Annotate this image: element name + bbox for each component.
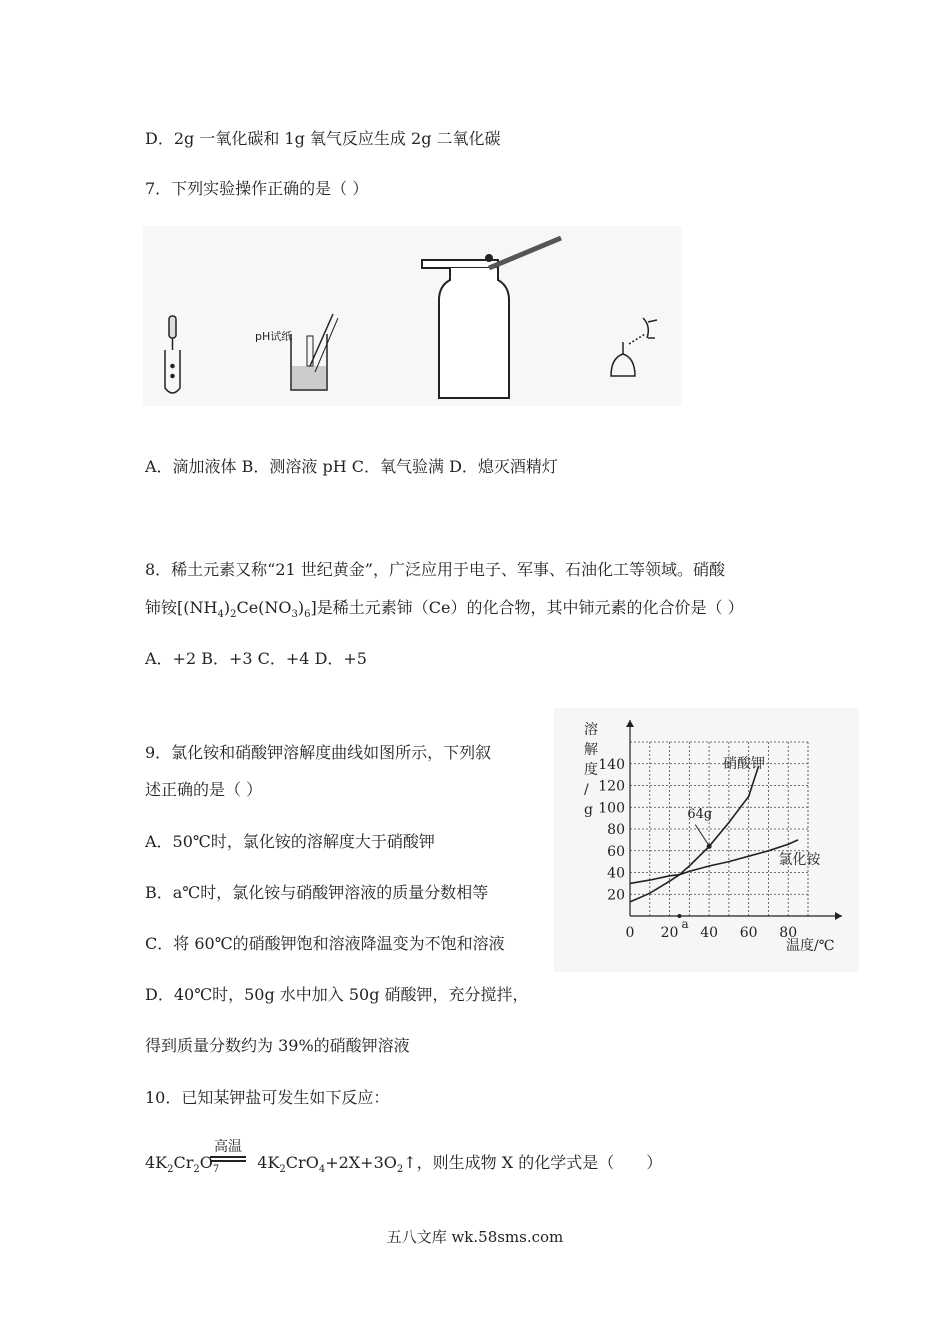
q10-equation-tail: ↑，则生成物 X 的化学式是（ ） (403, 1153, 663, 1172)
annotation-64g: 64g (687, 807, 713, 823)
q8-formula-sub: 2 (230, 609, 237, 621)
y-tick-label: 120 (598, 778, 625, 795)
q8-formula-sub: 6 (304, 609, 311, 621)
q7-figure-bg (143, 226, 682, 406)
solubility-chart (554, 708, 859, 972)
q8-formula-part: 铈铵[(NH (145, 598, 218, 617)
y-tick-label: 40 (607, 865, 625, 882)
q7-stem: 7．下列实验操作正确的是（ ） (145, 179, 369, 198)
series-label-nh4cl: 氯化铵 (778, 851, 821, 868)
q9-stem-line1: 9．氯化铵和硝酸钾溶解度曲线如图所示，下列叙 (145, 743, 492, 762)
y-tick-label: 80 (607, 822, 625, 838)
x-tick-label: 0 (625, 925, 635, 941)
q10-reaction-condition: 高温 (214, 1139, 242, 1155)
chart-ylabel: 溶解度/ g (584, 722, 598, 818)
y-tick-label: 100 (598, 800, 625, 817)
x-tick-label: 40 (700, 925, 719, 941)
x-tick-label: 80 (779, 925, 798, 941)
point-64g (707, 844, 712, 849)
q8-stem-tail: ]是稀土元素铈（Ce）的化合物，其中铈元素的化合价是（ ） (310, 598, 744, 617)
q9-stem-line2: 述正确的是（ ） (145, 780, 263, 799)
q9-option-d1: D．40℃时，50g 水中加入 50g 硝酸钾，充分搅拌， (145, 985, 529, 1004)
q10-stem: 10．已知某钾盐可发生如下反应： (145, 1088, 390, 1107)
q7-figure (143, 226, 682, 406)
x-tick-label: 60 (739, 925, 758, 941)
q9-option-b: B．a℃时，氯化铵与硝酸钾溶液的质量分数相等 (145, 883, 489, 902)
page-footer: 五八文库 wk.58sms.com (386, 1228, 564, 1246)
q8-options: A．+2 B．+3 C．+4 D．+5 (145, 649, 367, 668)
q7-options: A．滴加液体 B．测溶液 pH C．氧气验满 D．熄灭酒精灯 (145, 457, 558, 476)
series-label-kno3: 硝酸钾 (722, 756, 765, 773)
y-tick-label: 140 (598, 756, 625, 773)
q8-stem-line2 (145, 595, 744, 620)
q8-formula-sub: 3 (291, 609, 298, 621)
q8-formula-sub: 4 (217, 609, 224, 621)
q8-formula-part: Ce(NO (236, 598, 292, 617)
q9-option-c: C．将 60℃的硝酸钾饱和溶液降温变为不饱和溶液 (145, 934, 505, 953)
chart-xlabel: 温度/℃ (786, 938, 835, 954)
y-tick-label: 60 (607, 843, 625, 860)
y-tick-label: 20 (607, 887, 625, 904)
q10-reactant: $4K_2Cr_2O_7$ (145, 1153, 220, 1176)
q10-products: $4K_2CrO_4+2X+3O_2$ (257, 1153, 404, 1176)
x-tick-label: 20 (660, 925, 679, 941)
q8-formula-part: ) (223, 598, 231, 617)
ph-paper-label: pH试纸 (255, 330, 293, 343)
q8-formula-part: ) (297, 598, 305, 617)
q9-option-d2: 得到质量分数约为 39%的硝酸钾溶液 (145, 1036, 410, 1055)
q9-option-a: A．50℃时，氯化铵的溶解度大于硝酸钾 (145, 832, 435, 851)
q6-option-d: D．2g 一氧化碳和 1g 氧气反应生成 2g 二氧化碳 (145, 129, 501, 148)
q10-equation (145, 1150, 662, 1175)
label-a: a (681, 917, 689, 931)
q8-stem-line1: 8．稀土元素又称“21 世纪黄金”，广泛应用于电子、军事、石油化工等领域。硝酸 (145, 560, 725, 579)
